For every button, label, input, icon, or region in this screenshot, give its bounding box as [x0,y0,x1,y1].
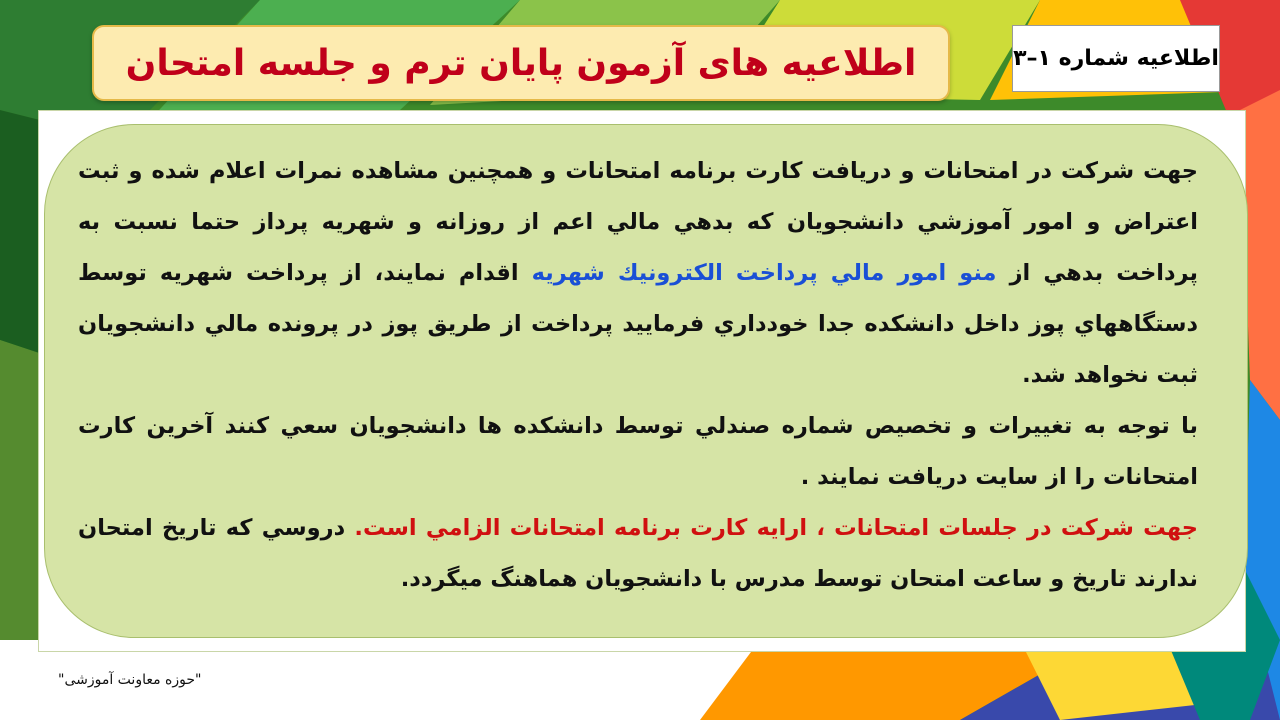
paragraph-payment [78,146,1198,401]
paragraph-exam-card-text: دروسي كه تاريخ امتحان ندارند تاريخ و ساعت امتحان توسط مدرس با دانشجويان هماهنگ ميگردد. [78,515,1198,592]
announcement-body [78,146,1198,596]
paragraph-payment-text-b: اقدام نمايند، از پرداخت شهريه توسط دستگاههاي پوز داخل دانشكده جدا خودداري فرماييد پرداخت از طريق پوز در پرونده مالي دانشجويان ثبت نخواهد شد. [78,260,1198,388]
exam-card-required-notice: جهت شركت در جلسات امتحانات ، ارايه كارت برنامه امتحانات الزامي است. [354,515,1199,541]
announcement-number: اطلاعیه شماره ۱–۳ [1013,46,1219,71]
page-title: اطلاعیه های آزمون پایان ترم و جلسه امتحان [125,42,917,84]
paragraph-payment-text-a: جهت شركت در امتحانات و دريافت كارت برنامه امتحانات و همچنين مشاهده نمرات اعلام شده و ثبت اعتراض و امور آموزشي دانشجويان كه بدهي مالي اعم از روزانه و شهريه پرداز حتما نسبت به پرداخت بدهي از [78,158,1198,286]
paragraph-seat-assignment: با توجه به تغییرات و تخصیص شماره صندلي توسط دانشكده ها دانشجويان سعي كنند آخرين كارت امتحانات را از سايت دريافت نمايند . [78,413,1198,490]
paragraph-exam-card [78,503,1198,605]
title-banner [92,25,950,101]
announcement-number-badge [1012,25,1220,92]
footer-office-name: "حوزه معاونت آموزشی" [58,672,202,688]
payment-menu-link: منو امور مالي پرداخت الكترونيك شهريه [531,260,997,286]
